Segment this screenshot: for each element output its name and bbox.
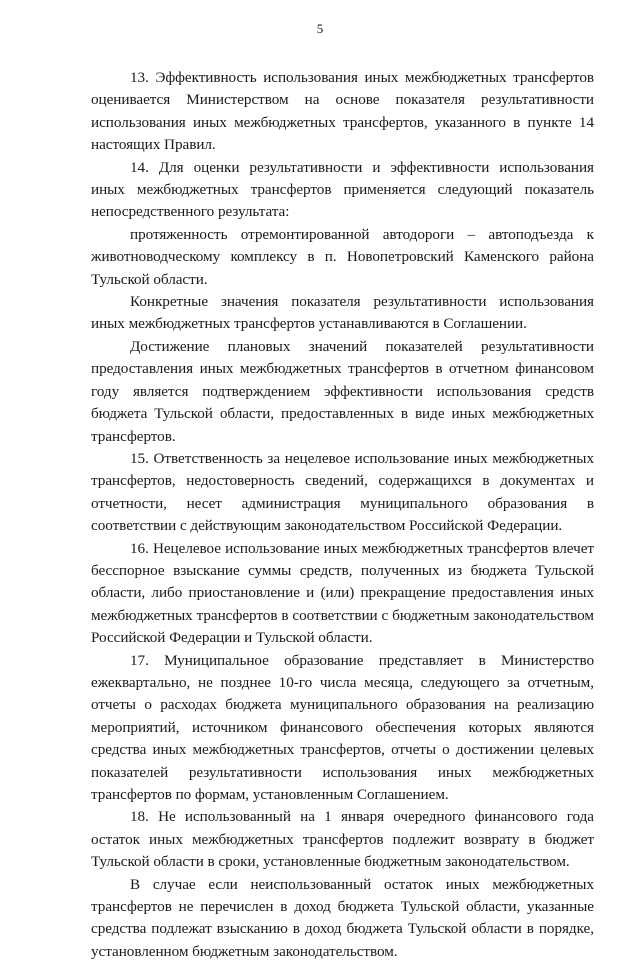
- document-body: [91, 67, 594, 963]
- paragraph-15: 15. Ответственность за нецелевое использование иных межбюджетных трансфертов, недостоверность сведений, содержащихся в документах и отчетности, несет администрация муниципального образования в соответствии с действующим законодательством Российской Федерации.: [91, 449, 594, 535]
- paragraph-13: 13. Эффективность использования иных межбюджетных трансфертов оценивается Министерством на основе показателя результативности использования иных межбюджетных трансфертов, указанного в пункте 14 настоящих Правил.: [91, 69, 594, 154]
- paragraph-achievement: Достижение плановых значений показателей результативности предоставления иных межбюджетных трансфертов в отчетном финансовом году является подтверждением эффективности использования средств бюджета Тульской области, предоставленных в виде иных межбюджетных трансфертов.: [91, 337, 594, 445]
- paragraph-18: 18. Не использованный на 1 января очередного финансового года остаток иных межбюджетных трансфертов подлежит возврату в бюджет Тульской области в сроки, установленные бюджетным законодательством.: [91, 808, 594, 871]
- paragraph-16: 16. Нецелевое использование иных межбюджетных трансфертов влечет бесспорное взыскание суммы средств, полученных из бюджета Тульской области, либо приостановление и (или) прекращение предоставления иных межбюджетных трансфертов в соответствии с бюджетным законодательством Российской Федерации и Тульской области.: [91, 539, 594, 647]
- paragraph-recovery: В случае если неиспользованный остаток иных межбюджетных трансфертов не перечислен в доход бюджета Тульской области, указанные средства подлежат взысканию в доход бюджета Тульской области в порядке, установленном бюджетным законодательством.: [91, 875, 594, 960]
- paragraph-indicator-values: Конкретные значения показателя результативности использования иных межбюджетных трансфертов устанавливаются в Соглашении.: [91, 293, 594, 333]
- paragraph-indicator: протяженность отремонтированной автодороги – автоподъезда к животноводческому комплексу в п. Новопетровский Каменского района Тульской области.: [91, 225, 594, 288]
- paragraph-14: 14. Для оценки результативности и эффективности использования иных межбюджетных трансфертов применяется следующий показатель непосредственного результата:: [91, 158, 594, 221]
- page-number: 5: [316, 21, 324, 36]
- paragraph-17: 17. Муниципальное образование представляет в Министерство ежеквартально, не позднее 10-го числа месяца, следующего за отчетным, отчеты о расходах бюджета муниципального образования на реализацию мероприятий, источником финансового обеспечения которых являются средства иных межбюджетных трансфертов, отчеты о достижении целевых показателей результативности использования иных межбюджетных трансфертов по формам, установленным Соглашением.: [91, 651, 594, 803]
